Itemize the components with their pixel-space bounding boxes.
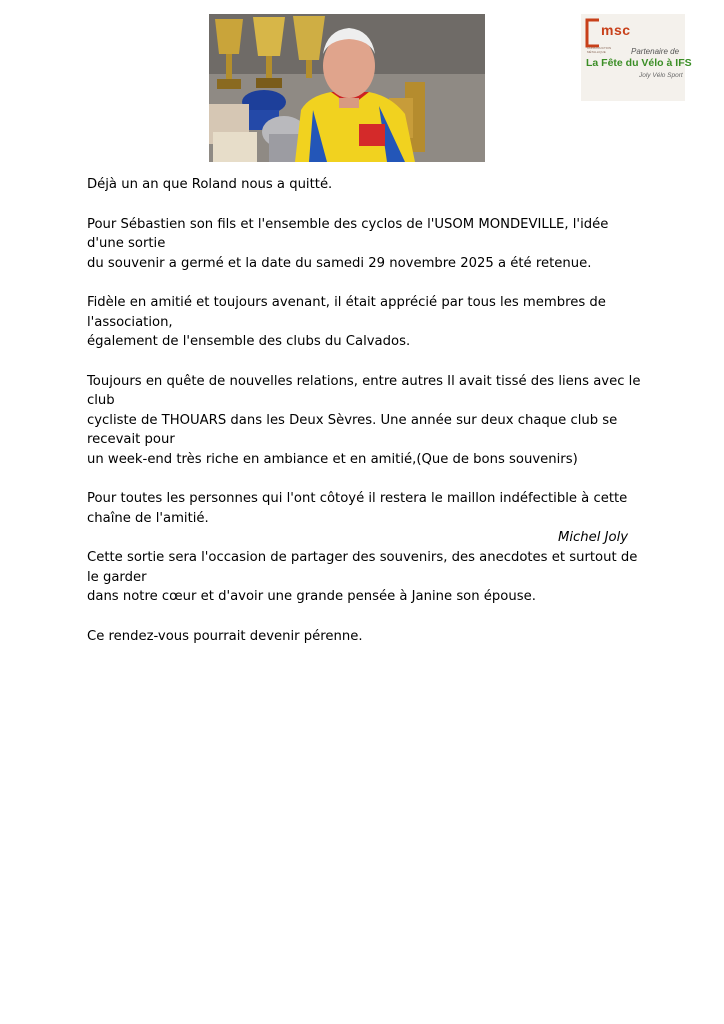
signature: Michel Joly [558, 530, 629, 545]
letter-body [87, 175, 647, 666]
paragraph: Cette sortie sera l'occasion de partager des souvenirs, des anecdotes et surtout de le garder dans notre cœur et d'avoir une grande pensée à Janine son épouse. [87, 550, 638, 604]
event-name: La Fête du Vélo à IFS [586, 57, 692, 69]
logo-subtext: CONSTRUCTION MÉTALLIQUE [587, 46, 612, 54]
paragraph: Déjà un an que Roland nous a quitté. [87, 177, 333, 192]
partner-label: Partenaire de [631, 47, 680, 56]
paragraph: Pour Sébastien son fils et l'ensemble des cyclos de l'USOM MONDEVILLE, l'idée d'une sortie du souvenir a germé et la date du samedi 29 novembre 2025 a été retenue. [87, 216, 609, 271]
header-photo [209, 14, 692, 162]
photo-scene [209, 14, 485, 162]
paragraph: Fidèle en amitié et toujours avenant, il était apprécié par tous les membres de l'association, également de l'ensemble des clubs du Calvados. [87, 295, 606, 349]
sponsor-logo-panel [581, 14, 692, 101]
logo-text: msc [601, 22, 631, 38]
paragraph: Ce rendez-vous pourrait devenir pérenne. [87, 628, 363, 644]
paragraph: Toujours en quête de nouvelles relations, entre autres Il avait tissé des liens avec le club cycliste de THOUARS dans les Deux Sèvres. Une année sur deux chaque club se recevait pour un week-end très riche en ambiance et en amitié,(Que de bons souvenirs) [87, 373, 641, 467]
organizer-name: Joly Vélo Sport [639, 72, 683, 79]
paragraph: Pour toutes les personnes qui l'ont côtoyé il restera le maillon indéfectible à cette chaîne de l'amitié. [87, 491, 628, 526]
